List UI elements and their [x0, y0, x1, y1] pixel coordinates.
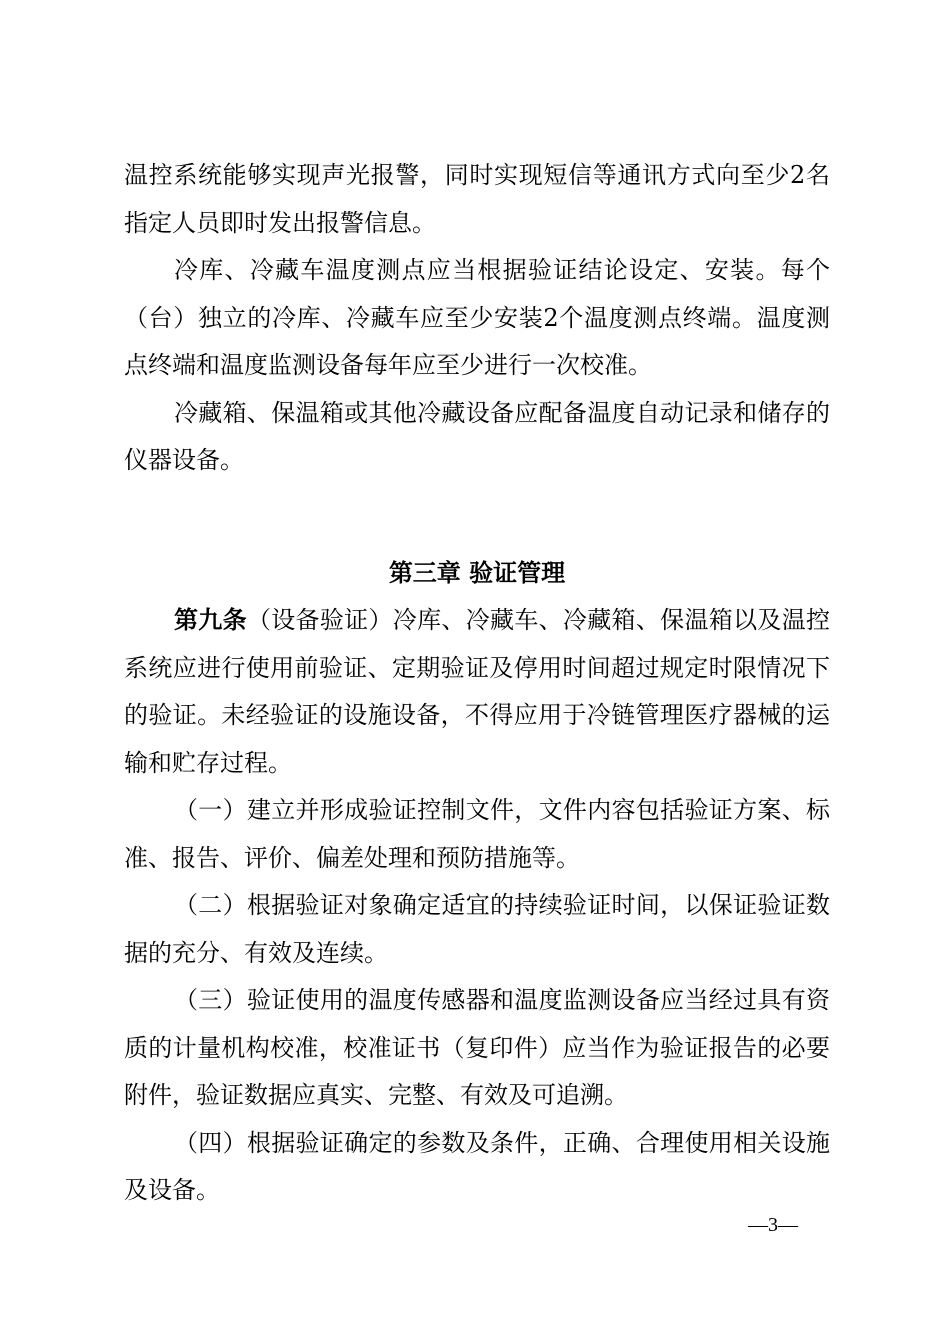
list-item-1: （一）建立并形成验证控制文件，文件内容包括验证方案、标准、报告、评价、偏差处理和预防措施等。 [124, 796, 830, 872]
document-body [124, 152, 830, 1215]
paragraph-recording-devices: 冷藏箱、保温箱或其他冷藏设备应配备温度自动记录和储存的仪器设备。 [124, 398, 830, 474]
paragraph-temperature-points: 冷库、冷藏车温度测点应当根据验证结论设定、安装。每个（台）独立的冷库、冷藏车应至少安装2个温度测点终端。温度测点终端和温度监测设备每年应至少进行一次校准。 [124, 256, 830, 379]
page-number: —3— [748, 1214, 798, 1236]
article-nine [124, 596, 830, 787]
list-item-3: （三）验证使用的温度传感器和温度监测设备应当经过具有资质的计量机构校准，校准证书（复印件）应当作为验证报告的必要附件，验证数据应真实、完整、有效及可追溯。 [124, 986, 830, 1109]
list-item-4: （四）根据验证确定的参数及条件，正确、合理使用相关设施及设备。 [124, 1128, 830, 1204]
article-text: （设备验证）冷库、冷藏车、冷藏箱、保温箱以及温控系统应进行使用前验证、定期验证及停用时间超过规定时限情况下的验证。未经验证的设施设备，不得应用于冷链管理医疗器械的运输和贮存过程。 [124, 606, 831, 777]
paragraph-alarm: 温控系统能够实现声光报警，同时实现短信等通讯方式向至少2名指定人员即时发出报警信息。 [124, 161, 830, 237]
chapter-heading: 第三章 验证管理 [388, 557, 566, 587]
article-title: 第九条 [174, 605, 247, 634]
list-item-2: （二）根据验证对象确定适宜的持续验证时间，以保证验证数据的充分、有效及连续。 [124, 891, 830, 967]
